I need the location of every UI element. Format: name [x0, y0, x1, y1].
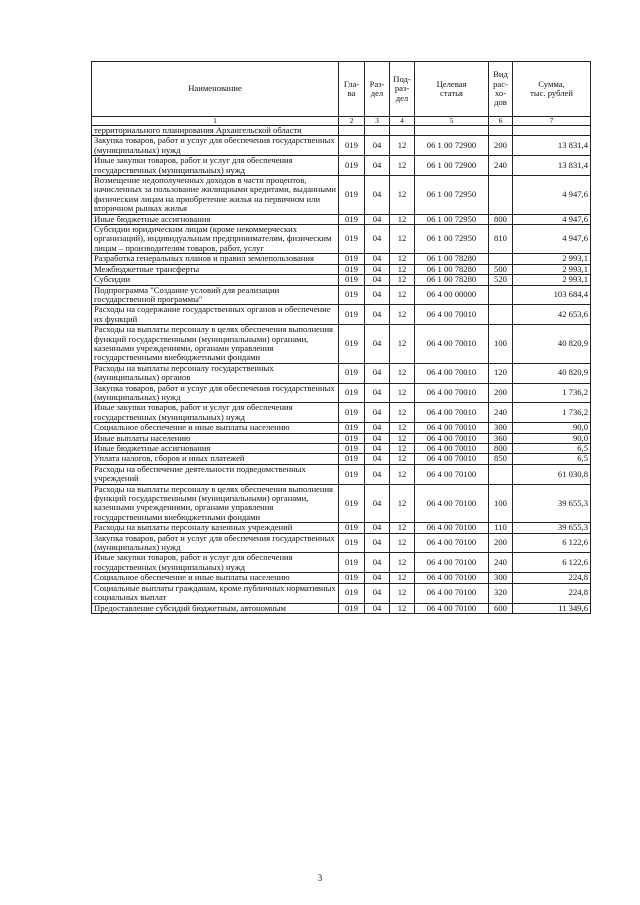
row-podrazdel-cell: 12 [390, 264, 415, 274]
row-name-cell: Расходы на выплаты персоналу в целях обеспечения выполнения функций государственными (муниципальными) органами, казенными учреждениями, органами управления государственными внебюджетными фондами [92, 484, 339, 523]
row-glava-cell: 019 [339, 285, 365, 305]
row-expense-type-cell: 520 [489, 275, 513, 285]
row-podrazdel-cell: 12 [390, 325, 415, 364]
row-razdel-cell: 04 [365, 225, 390, 254]
row-expense-type-cell: 810 [489, 225, 513, 254]
row-expense-type-cell: 800 [489, 214, 513, 224]
row-target-article-cell: 06 4 00 70100 [415, 583, 489, 603]
row-glava-cell: 019 [339, 464, 365, 484]
row-expense-type-cell: 240 [489, 156, 513, 176]
row-target-article-cell: 06 4 00 70010 [415, 363, 489, 383]
row-glava-cell: 019 [339, 225, 365, 254]
table-row [92, 383, 591, 403]
row-razdel-cell: 04 [365, 214, 390, 224]
row-razdel-cell [365, 126, 390, 136]
row-podrazdel-cell: 12 [390, 225, 415, 254]
row-target-article-cell: 06 4 00 70010 [415, 423, 489, 433]
row-podrazdel-cell: 12 [390, 573, 415, 583]
row-podrazdel-cell: 12 [390, 444, 415, 454]
row-target-article-cell: 06 4 00 70100 [415, 523, 489, 533]
header-razdel: Раз- дел [365, 62, 390, 117]
column-number: 7 [513, 117, 591, 126]
row-razdel-cell: 04 [365, 156, 390, 176]
row-target-article-cell: 06 4 00 70100 [415, 484, 489, 523]
row-target-article-cell [415, 126, 489, 136]
row-name-cell: Иные закупки товаров, работ и услуг для обеспечения государственных (муниципальных) нужд [92, 156, 339, 176]
row-expense-type-cell [489, 254, 513, 264]
row-expense-type-cell [489, 176, 513, 215]
row-target-article-cell: 06 1 00 72950 [415, 176, 489, 215]
row-podrazdel-cell: 12 [390, 136, 415, 156]
header-sum: Сумма, тыс. рублей [513, 62, 591, 117]
table-header-row [92, 62, 591, 117]
row-sum-cell: 13 831,4 [513, 156, 591, 176]
row-podrazdel-cell: 12 [390, 423, 415, 433]
row-sum-cell: 2 993,1 [513, 254, 591, 264]
row-sum-cell: 2 993,1 [513, 264, 591, 274]
row-target-article-cell: 06 1 00 78280 [415, 264, 489, 274]
row-sum-cell: 90,0 [513, 423, 591, 433]
row-sum-cell: 4 947,6 [513, 225, 591, 254]
row-sum-cell: 1 736,2 [513, 383, 591, 403]
row-sum-cell: 6 122,6 [513, 553, 591, 573]
row-glava-cell: 019 [339, 454, 365, 464]
row-razdel-cell: 04 [365, 573, 390, 583]
row-expense-type-cell [489, 285, 513, 305]
row-glava-cell: 019 [339, 156, 365, 176]
row-razdel-cell: 04 [365, 454, 390, 464]
row-razdel-cell: 04 [365, 533, 390, 553]
row-podrazdel-cell: 12 [390, 454, 415, 464]
header-target-article: Целевая статья [415, 62, 489, 117]
row-razdel-cell: 04 [365, 553, 390, 573]
row-target-article-cell: 06 4 00 70100 [415, 464, 489, 484]
row-podrazdel-cell: 12 [390, 214, 415, 224]
row-target-article-cell: 06 1 00 72900 [415, 156, 489, 176]
row-expense-type-cell: 110 [489, 523, 513, 533]
header-glava: Гла- ва [339, 62, 365, 117]
row-glava-cell: 019 [339, 583, 365, 603]
row-name-cell: Уплата налогов, сборов и иных платежей [92, 454, 339, 464]
row-razdel-cell: 04 [365, 603, 390, 613]
row-podrazdel-cell: 12 [390, 553, 415, 573]
budget-table [91, 61, 591, 614]
table-row [92, 523, 591, 533]
row-glava-cell: 019 [339, 533, 365, 553]
row-expense-type-cell [489, 464, 513, 484]
table-row [92, 573, 591, 583]
row-target-article-cell: 06 4 00 70100 [415, 573, 489, 583]
row-sum-cell: 61 030,8 [513, 464, 591, 484]
row-podrazdel-cell: 12 [390, 305, 415, 325]
row-name-cell: Иные бюджетные ассигнования [92, 214, 339, 224]
row-sum-cell: 39 655,3 [513, 523, 591, 533]
row-name-cell: Предоставление субсидий бюджетным, автономным [92, 603, 339, 613]
row-expense-type-cell: 240 [489, 403, 513, 423]
row-name-cell: Подпрограмма "Создание условий для реализации государственной программы" [92, 285, 339, 305]
row-glava-cell: 019 [339, 275, 365, 285]
row-target-article-cell: 06 1 00 72950 [415, 225, 489, 254]
row-name-cell: Социальное обеспечение и иные выплаты населению [92, 573, 339, 583]
row-name-cell: Расходы на выплаты персоналу государственных (муниципальных) органов [92, 363, 339, 383]
row-sum-cell: 2 993,1 [513, 275, 591, 285]
row-podrazdel-cell: 12 [390, 275, 415, 285]
table-row [92, 136, 591, 156]
row-sum-cell: 4 947,6 [513, 214, 591, 224]
row-expense-type-cell: 360 [489, 433, 513, 443]
row-target-article-cell: 06 4 00 70100 [415, 603, 489, 613]
row-razdel-cell: 04 [365, 285, 390, 305]
row-razdel-cell: 04 [365, 176, 390, 215]
table-row [92, 363, 591, 383]
row-podrazdel-cell: 12 [390, 285, 415, 305]
row-glava-cell [339, 126, 365, 136]
row-expense-type-cell: 800 [489, 444, 513, 454]
row-target-article-cell: 06 4 00 70100 [415, 533, 489, 553]
table-row [92, 254, 591, 264]
row-expense-type-cell: 200 [489, 383, 513, 403]
row-glava-cell: 019 [339, 603, 365, 613]
row-expense-type-cell: 600 [489, 603, 513, 613]
table-row [92, 423, 591, 433]
row-glava-cell: 019 [339, 254, 365, 264]
column-number: 5 [415, 117, 489, 126]
row-sum-cell: 6 122,6 [513, 533, 591, 553]
row-target-article-cell: 06 4 00 70010 [415, 325, 489, 364]
row-expense-type-cell: 200 [489, 533, 513, 553]
row-name-cell: Закупка товаров, работ и услуг для обеспечения государственных (муниципальных) нужд [92, 533, 339, 553]
row-name-cell: Иные закупки товаров, работ и услуг для обеспечения государственных (муниципальных) нужд [92, 403, 339, 423]
row-name-cell: Иные выплаты населению [92, 433, 339, 443]
row-expense-type-cell: 240 [489, 553, 513, 573]
row-glava-cell: 019 [339, 423, 365, 433]
row-razdel-cell: 04 [365, 254, 390, 264]
table-row [92, 225, 591, 254]
column-number: 6 [489, 117, 513, 126]
table-row [92, 484, 591, 523]
row-sum-cell: 40 820,9 [513, 363, 591, 383]
row-target-article-cell: 06 4 00 00000 [415, 285, 489, 305]
row-expense-type-cell: 300 [489, 423, 513, 433]
column-number: 4 [390, 117, 415, 126]
row-podrazdel-cell: 12 [390, 523, 415, 533]
table-row [92, 285, 591, 305]
row-glava-cell: 019 [339, 136, 365, 156]
row-razdel-cell: 04 [365, 264, 390, 274]
row-target-article-cell: 06 4 00 70010 [415, 433, 489, 443]
row-sum-cell: 103 684,4 [513, 285, 591, 305]
header-name: Наименование [92, 62, 339, 117]
row-podrazdel-cell: 12 [390, 484, 415, 523]
row-expense-type-cell: 300 [489, 573, 513, 583]
row-podrazdel-cell: 12 [390, 583, 415, 603]
row-sum-cell: 39 655,3 [513, 484, 591, 523]
row-podrazdel-cell: 12 [390, 176, 415, 215]
row-podrazdel-cell: 12 [390, 433, 415, 443]
row-expense-type-cell [489, 126, 513, 136]
row-glava-cell: 019 [339, 444, 365, 454]
row-target-article-cell: 06 4 00 70010 [415, 454, 489, 464]
table-row [92, 214, 591, 224]
row-podrazdel-cell: 12 [390, 254, 415, 264]
column-number: 3 [365, 117, 390, 126]
table-row [92, 126, 591, 136]
row-sum-cell: 1 736,2 [513, 403, 591, 423]
row-razdel-cell: 04 [365, 403, 390, 423]
row-podrazdel-cell: 12 [390, 403, 415, 423]
row-glava-cell: 019 [339, 484, 365, 523]
table-body [92, 126, 591, 614]
row-expense-type-cell: 200 [489, 136, 513, 156]
row-expense-type-cell: 120 [489, 363, 513, 383]
table-row [92, 433, 591, 443]
row-razdel-cell: 04 [365, 523, 390, 533]
row-target-article-cell: 06 1 00 78280 [415, 275, 489, 285]
row-glava-cell: 019 [339, 264, 365, 274]
table-row [92, 156, 591, 176]
row-podrazdel-cell: 12 [390, 603, 415, 613]
row-name-cell: Социальные выплаты гражданам, кроме публичных нормативных социальных выплат [92, 583, 339, 603]
row-target-article-cell: 06 1 00 72900 [415, 136, 489, 156]
row-podrazdel-cell: 12 [390, 533, 415, 553]
column-number: 2 [339, 117, 365, 126]
row-razdel-cell: 04 [365, 136, 390, 156]
table-row [92, 553, 591, 573]
row-podrazdel-cell [390, 126, 415, 136]
row-sum-cell: 224,8 [513, 573, 591, 583]
row-podrazdel-cell: 12 [390, 464, 415, 484]
row-name-cell: Закупка товаров, работ и услуг для обеспечения государственных (муниципальных) нужд [92, 383, 339, 403]
table-row [92, 454, 591, 464]
row-name-cell: Иные бюджетные ассигнования [92, 444, 339, 454]
row-name-cell: Разработка генеральных планов и правил землепользования [92, 254, 339, 264]
row-name-cell: Субсидии юридическим лицам (кроме некоммерческих организаций), индивидуальным предпринимателям, физическим лицам – производителям товаров, работ, услуг [92, 225, 339, 254]
row-sum-cell: 40 820,9 [513, 325, 591, 364]
table-row [92, 275, 591, 285]
table-row [92, 603, 591, 613]
table-row [92, 464, 591, 484]
row-name-cell: Социальное обеспечение и иные выплаты населению [92, 423, 339, 433]
row-glava-cell: 019 [339, 573, 365, 583]
column-number-row [92, 117, 591, 126]
row-razdel-cell: 04 [365, 464, 390, 484]
row-name-cell: Субсидии [92, 275, 339, 285]
row-sum-cell: 11 349,6 [513, 603, 591, 613]
header-expense-type: Вид рас- хо- дов [489, 62, 513, 117]
row-razdel-cell: 04 [365, 305, 390, 325]
row-podrazdel-cell: 12 [390, 363, 415, 383]
row-target-article-cell: 06 1 00 78280 [415, 254, 489, 264]
row-name-cell: Расходы на содержание государственных органов и обеспечение их функций [92, 305, 339, 325]
row-name-cell: территориального планирования Архангельской области [92, 126, 339, 136]
table-row [92, 403, 591, 423]
row-target-article-cell: 06 4 00 70010 [415, 383, 489, 403]
row-target-article-cell: 06 4 00 70010 [415, 305, 489, 325]
row-expense-type-cell [489, 305, 513, 325]
row-name-cell: Возмещение недополученных доходов в части процентов, начисленных за пользование жилищными кредитами, выданными физическим лицам на приобретение жилья на первичном или вторичном рынках жилья [92, 176, 339, 215]
row-glava-cell: 019 [339, 403, 365, 423]
row-glava-cell: 019 [339, 523, 365, 533]
row-name-cell: Иные закупки товаров, работ и услуг для обеспечения государственных (муниципальных) нужд [92, 553, 339, 573]
row-name-cell: Расходы на выплаты персоналу в целях обеспечения выполнения функций государственными (муниципальными) органами, казенными учреждениями, органами управления государственными внебюджетными фондами [92, 325, 339, 364]
row-expense-type-cell: 100 [489, 325, 513, 364]
row-razdel-cell: 04 [365, 444, 390, 454]
row-sum-cell: 6,5 [513, 454, 591, 464]
row-glava-cell: 019 [339, 383, 365, 403]
row-target-article-cell: 06 1 00 72950 [415, 214, 489, 224]
row-expense-type-cell: 100 [489, 484, 513, 523]
row-razdel-cell: 04 [365, 275, 390, 285]
row-glava-cell: 019 [339, 214, 365, 224]
row-sum-cell: 224,8 [513, 583, 591, 603]
row-name-cell: Межбюджетные трансферты [92, 264, 339, 274]
row-target-article-cell: 06 4 00 70010 [415, 444, 489, 454]
row-sum-cell: 90,0 [513, 433, 591, 443]
row-razdel-cell: 04 [365, 325, 390, 364]
header-podrazdel: Под- раз- дел [390, 62, 415, 117]
row-razdel-cell: 04 [365, 484, 390, 523]
row-sum-cell: 4 947,6 [513, 176, 591, 215]
row-glava-cell: 019 [339, 363, 365, 383]
row-glava-cell: 019 [339, 325, 365, 364]
row-razdel-cell: 04 [365, 423, 390, 433]
row-glava-cell: 019 [339, 176, 365, 215]
row-podrazdel-cell: 12 [390, 383, 415, 403]
row-name-cell: Расходы на обеспечение деятельности подведомственных учреждений [92, 464, 339, 484]
row-razdel-cell: 04 [365, 363, 390, 383]
row-glava-cell: 019 [339, 433, 365, 443]
row-sum-cell: 42 653,6 [513, 305, 591, 325]
row-razdel-cell: 04 [365, 583, 390, 603]
row-razdel-cell: 04 [365, 433, 390, 443]
row-sum-cell: 13 831,4 [513, 136, 591, 156]
table-row [92, 305, 591, 325]
row-razdel-cell: 04 [365, 383, 390, 403]
table-row [92, 325, 591, 364]
table-row [92, 264, 591, 274]
row-sum-cell: 6,5 [513, 444, 591, 454]
row-expense-type-cell: 500 [489, 264, 513, 274]
row-target-article-cell: 06 4 00 70010 [415, 403, 489, 423]
table-row [92, 533, 591, 553]
page-number: 3 [317, 873, 323, 883]
table-row [92, 176, 591, 215]
row-expense-type-cell: 320 [489, 583, 513, 603]
row-sum-cell [513, 126, 591, 136]
row-name-cell: Расходы на выплаты персоналу казенных учреждений [92, 523, 339, 533]
row-glava-cell: 019 [339, 553, 365, 573]
row-name-cell: Закупка товаров, работ и услуг для обеспечения государственных (муниципальных) нужд [92, 136, 339, 156]
row-podrazdel-cell: 12 [390, 156, 415, 176]
table-row [92, 583, 591, 603]
row-target-article-cell: 06 4 00 70100 [415, 553, 489, 573]
row-expense-type-cell: 850 [489, 454, 513, 464]
column-number: 1 [92, 117, 339, 126]
table-row [92, 444, 591, 454]
row-glava-cell: 019 [339, 305, 365, 325]
